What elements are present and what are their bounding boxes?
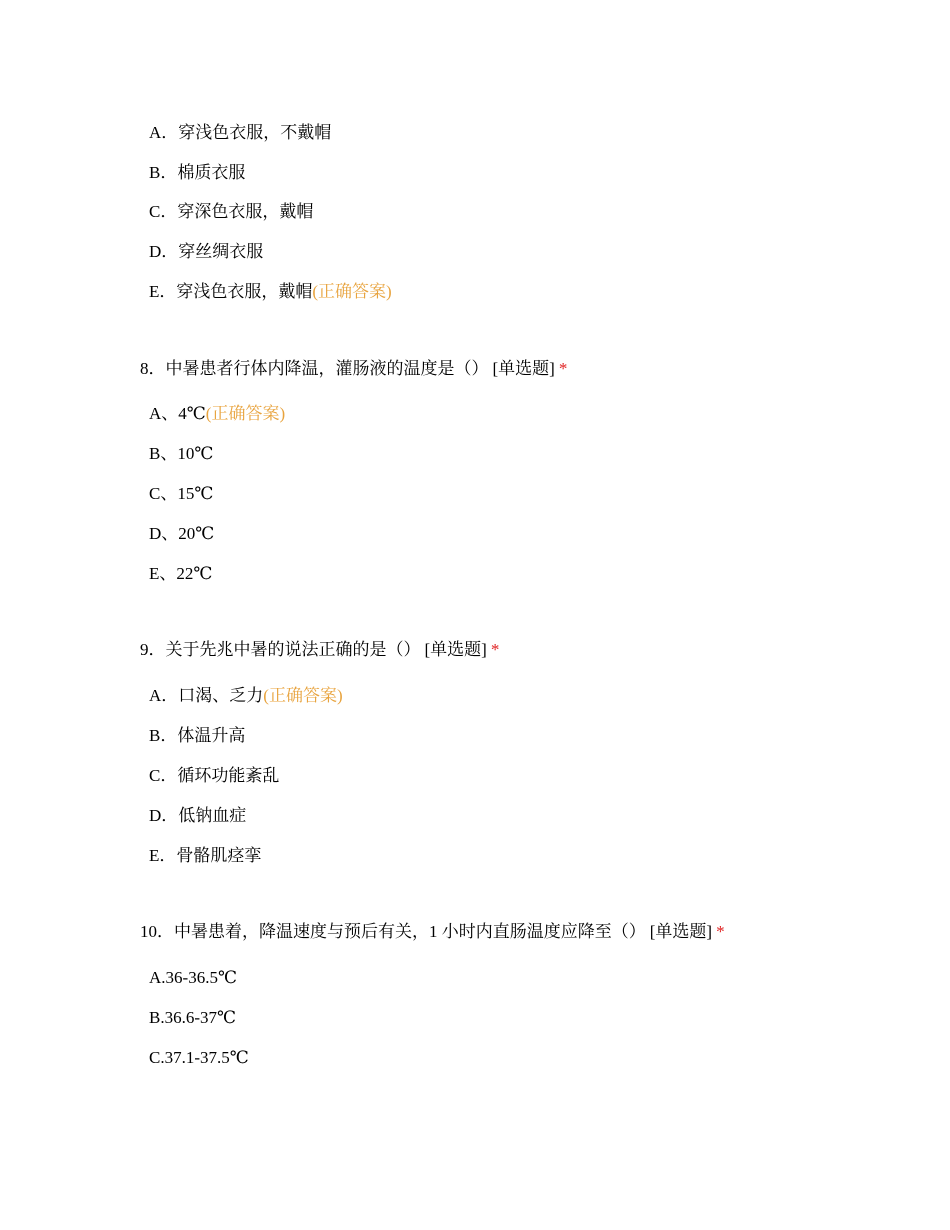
option-text: E．骨骼肌痉挛 bbox=[149, 846, 262, 865]
question-type: [单选题] bbox=[492, 359, 555, 378]
question-text: 9．关于先兆中暑的说法正确的是（） bbox=[140, 640, 421, 659]
option-text: A.36-36.5℃ bbox=[149, 968, 237, 987]
q10-option-a bbox=[149, 967, 237, 989]
option-text: C．穿深色衣服，戴帽 bbox=[149, 202, 314, 221]
option-text: B．棉质衣服 bbox=[149, 163, 246, 182]
option-text: C.37.1-37.5℃ bbox=[149, 1048, 249, 1067]
q8-title bbox=[140, 358, 567, 380]
q8-option-c bbox=[149, 483, 213, 505]
q10-option-b bbox=[149, 1007, 236, 1029]
question-text: 10．中暑患着，降温速度与预后有关，1 小时内直肠温度应降至（） bbox=[140, 922, 646, 941]
required-mark: * bbox=[716, 922, 725, 941]
option-text: B、10℃ bbox=[149, 444, 214, 463]
option-text: D．低钠血症 bbox=[149, 806, 247, 825]
option-text: D．穿丝绸衣服 bbox=[149, 242, 264, 261]
q8-option-a bbox=[149, 403, 285, 425]
q9-option-a bbox=[149, 685, 343, 707]
q9-option-c bbox=[149, 765, 279, 787]
option-text: D、20℃ bbox=[149, 524, 215, 543]
option-text: E．穿浅色衣服，戴帽 bbox=[149, 282, 313, 301]
option-text: C、15℃ bbox=[149, 484, 214, 503]
option-text: E、22℃ bbox=[149, 564, 213, 583]
option-text: A、4℃ bbox=[149, 404, 206, 423]
q7-option-c bbox=[149, 201, 313, 223]
required-mark: * bbox=[490, 640, 500, 659]
option-text: B.36.6-37℃ bbox=[149, 1008, 237, 1027]
option-text: B．体温升高 bbox=[149, 726, 246, 745]
option-text: A．口渴、乏力 bbox=[149, 686, 264, 705]
q7-option-b bbox=[149, 162, 245, 184]
option-text: C．循环功能紊乱 bbox=[149, 766, 280, 785]
q7-option-d bbox=[149, 241, 263, 263]
question-type: [单选题] bbox=[424, 640, 487, 659]
q8-option-d bbox=[149, 523, 214, 545]
q10-option-c bbox=[149, 1047, 249, 1069]
required-mark: * bbox=[558, 359, 568, 378]
q8-option-b bbox=[149, 443, 213, 465]
q10-title bbox=[140, 921, 725, 943]
q7-option-e bbox=[149, 281, 392, 303]
question-text: 8．中暑患者行体内降温，灌肠液的温度是（） bbox=[140, 359, 489, 378]
correct-answer-label: (正确答案) bbox=[205, 404, 286, 423]
question-type: [单选题] bbox=[649, 922, 713, 941]
q9-option-b bbox=[149, 725, 245, 747]
q9-title bbox=[140, 639, 499, 661]
correct-answer-label: (正确答案) bbox=[263, 686, 343, 705]
option-text: A．穿浅色衣服，不戴帽 bbox=[149, 123, 332, 142]
q8-option-e bbox=[149, 563, 212, 585]
q9-option-e bbox=[149, 845, 261, 867]
q7-option-a bbox=[149, 122, 331, 144]
q9-option-d bbox=[149, 805, 246, 827]
correct-answer-label: (正确答案) bbox=[312, 282, 392, 301]
